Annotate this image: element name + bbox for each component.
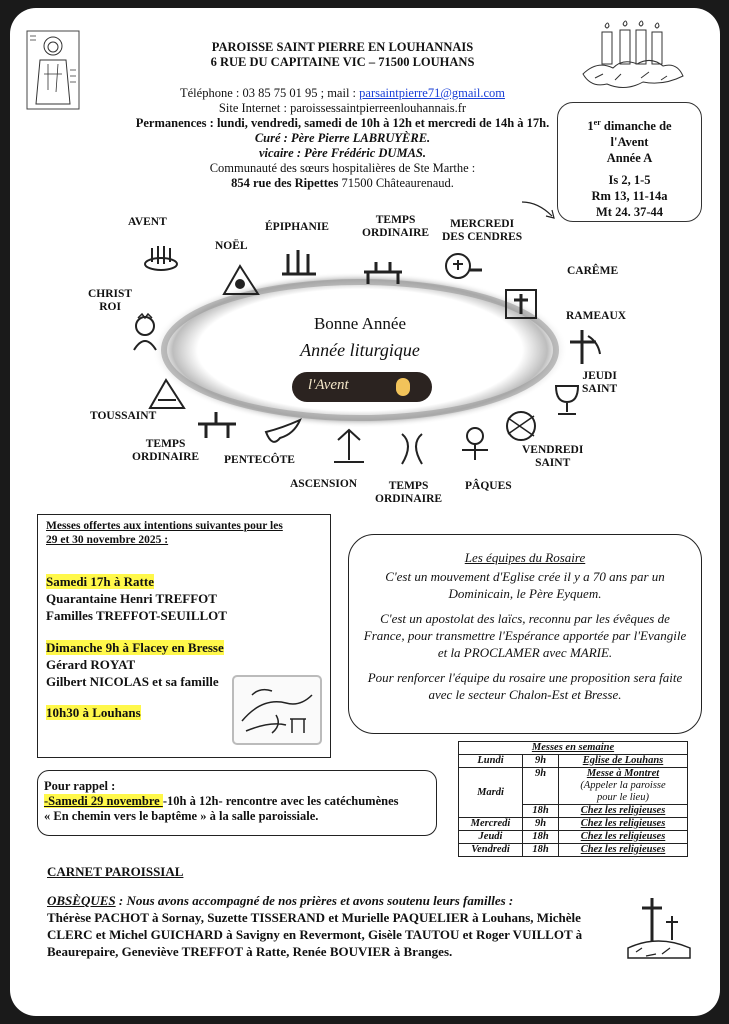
rappel-box [37, 770, 437, 836]
bulletin-page [10, 8, 720, 1016]
label-temps-ordinaire-1: TEMPS ORDINAIRE [362, 214, 430, 239]
arrow-icon [520, 198, 560, 222]
ashes-icon [442, 248, 484, 288]
rappel-date: -Samedi 29 novembre [44, 794, 163, 808]
address-city: 71500 Châteaurenaud. [338, 176, 454, 190]
crown-thorns-icon [500, 406, 542, 446]
label-epiphanie: ÉPIPHANIE [265, 221, 329, 233]
pentecost-dove-icon [262, 414, 304, 454]
communion-hands-icon [232, 675, 322, 745]
christ-king-icon [124, 312, 166, 352]
label-mercredi-cendres: MERCREDI DES CENDRES [442, 218, 523, 243]
table-row: Mercredi 9h Chez les religieuses [459, 818, 688, 831]
advent-badge-text: l'Avent [308, 377, 349, 393]
masses-title [46, 519, 326, 547]
obseques-names: Thérèse PACHOT à Sornay, Suzette TISSERAND et Murielle PAQUELIER à Louhans, Michèle CLERC et Michel GUICHARD à Savigny en Revermont, Gisèle TAUTOU et Roger VUILLOT à Beaurepaire, Geneviève TREFFOT à Ratte, Renée BOUVIER à Branges. [47, 910, 583, 959]
masses-title-b: 29 et 30 novembre 2025 : [46, 534, 169, 546]
website-line[interactable]: Site Internet : paroissessaintpierreenlouhannais.fr [218, 101, 467, 115]
reading-2: Rm 13, 11-14a [591, 189, 668, 204]
ordinary-time-2-icon [196, 404, 238, 444]
obseques-label: OBSÈQUES [47, 893, 116, 908]
all-saints-icon [146, 374, 188, 414]
table-row: Mardi 9h Messe à Montret (Appeler la paroisse pour le lieu) [459, 768, 688, 805]
saturday-intention-1: Quarantaine Henri TREFFOT [46, 591, 217, 606]
communaute-line: Communauté des sœurs hospitalières de Ste Marthe : [209, 161, 476, 175]
carnet-title: CARNET PAROISSIAL [47, 864, 184, 879]
address-street: 854 rue des Ripettes [231, 176, 339, 190]
sunday-year: Année A [606, 151, 653, 166]
chalice-icon [546, 380, 588, 420]
label-ascension: ASCENSION [290, 478, 358, 490]
label-christ-roi: CHRIST ROI [88, 288, 133, 313]
ordinary-time-icon [362, 248, 404, 288]
saturday-intention-2: Familles TREFFOT-SEUILLOT [46, 608, 227, 623]
lent-icon [500, 284, 542, 324]
label-jeudi-saint: JEUDI SAINT [582, 370, 618, 395]
weekday-masses-table [458, 741, 688, 857]
masses-intentions-box [37, 514, 331, 758]
label-vendredi-saint: VENDREDI SAINT [522, 444, 584, 469]
wheel-center-subtitle: Année liturgique [300, 340, 420, 360]
rappel-title: Pour rappel : [44, 779, 116, 793]
louhans-heading: 10h30 à Louhans [46, 705, 141, 720]
table-row: Lundi 9h Eglise de Louhans [459, 755, 688, 768]
louhans-block [46, 705, 141, 721]
sunday-number: 1 [587, 119, 594, 134]
label-paques: PÂQUES [465, 480, 512, 492]
magi-icon [278, 240, 320, 280]
label-rameaux: RAMEAUX [566, 310, 627, 322]
table-row: Vendredi 18h Chez les religieuses [459, 844, 688, 857]
table-row: 18h Chez les religieuses [459, 805, 688, 818]
cure-line: Curé : Père Pierre LABRUYÈRE. [254, 131, 431, 145]
palm-icon [562, 326, 604, 366]
sunday-line2: l'Avent [610, 135, 649, 150]
label-pentecote: PENTECÔTE [224, 454, 295, 466]
label-toussaint: TOUSSAINT [90, 410, 157, 422]
obseques-intro: : Nous avons accompagné de nos prières et avons soutenu leurs familles : [115, 893, 514, 908]
sunday-sup: er [593, 118, 601, 127]
phone-text: Téléphone : 03 85 75 01 95 ; mail : [180, 86, 360, 100]
contact-line [70, 86, 615, 101]
parish-address: 6 RUE DU CAPITAINE VIC – 71500 LOUHANS [210, 55, 475, 69]
rosaire-paragraph-3: Pour renforcer l'équipe du rosaire une proposition sera faite avec le secteur Chalon-Est et Bresse. [367, 670, 683, 702]
label-temps-ordinaire-2: TEMPS ORDINAIRE [132, 438, 200, 463]
ascension-icon [328, 426, 370, 466]
reading-1: Is 2, 1-5 [608, 173, 651, 188]
masses-title-a: Messes offertes aux intentions suivantes pour les [46, 520, 283, 532]
ordinary-time-3-icon [392, 428, 434, 468]
rosaire-title: Les équipes du Rosaire [464, 550, 586, 565]
advent-wreath-icon [140, 236, 182, 276]
label-avent: AVENT [128, 216, 167, 228]
permanences-line: Permanences : lundi, vendredi, samedi de 10h à 12h et mercredi de 14h à 17h. [135, 116, 550, 130]
parish-name: PAROISSE SAINT PIERRE EN LOUHANNAIS [211, 40, 474, 54]
saturday-block [46, 573, 227, 624]
wheel-center-title: Bonne Année [313, 314, 407, 333]
candle-icon [396, 378, 410, 396]
label-careme: CARÊME [567, 265, 619, 277]
carnet-section [47, 863, 627, 960]
rappel-line3: « En chemin vers le baptême » à la salle paroissiale. [44, 809, 319, 823]
sunday-intention-1: Gérard ROYAT [46, 657, 136, 672]
sunday-line1: dimanche de [600, 119, 672, 134]
rosaire-paragraph-1: C'est un mouvement d'Eglise crée il y a 70 ans par un Dominicain, le Père Eyquem. [385, 569, 665, 601]
rosaire-paragraph-2: C'est un apostolat des laïcs, reconnu par les évêques de France, pour transmettre l'Espérance apportée par l'Evangile et la PROCLAMER avec MARIE. [363, 611, 687, 660]
sunday-heading: Dimanche 9h à Flacey en Bresse [46, 640, 224, 655]
vicaire-line: vicaire : Père Frédéric DUMAS. [259, 146, 426, 160]
cemetery-cross-icon [622, 892, 694, 964]
nativity-icon [220, 258, 262, 298]
sunday-block [46, 639, 224, 690]
reading-3: Mt 24. 37-44 [596, 205, 663, 220]
rosaire-box [348, 534, 702, 734]
label-temps-ordinaire-3: TEMPS ORDINAIRE [375, 480, 443, 505]
weekday-table-title: Messes en semaine [459, 742, 688, 755]
advent-badge [292, 372, 432, 402]
sunday-readings-box [557, 102, 702, 222]
saturday-heading: Samedi 17h à Ratte [46, 574, 154, 589]
rappel-event: -10h à 12h- rencontre avec les catéchumènes [162, 794, 399, 808]
email-link[interactable]: parsaintpierre71@gmail.com [359, 86, 505, 100]
sunday-intention-2: Gilbert NICOLAS et sa famille [46, 674, 219, 689]
communaute-address [70, 176, 615, 191]
label-noel: NOËL [215, 240, 248, 252]
table-row: Jeudi 18h Chez les religieuses [459, 831, 688, 844]
resurrection-icon [454, 422, 496, 462]
